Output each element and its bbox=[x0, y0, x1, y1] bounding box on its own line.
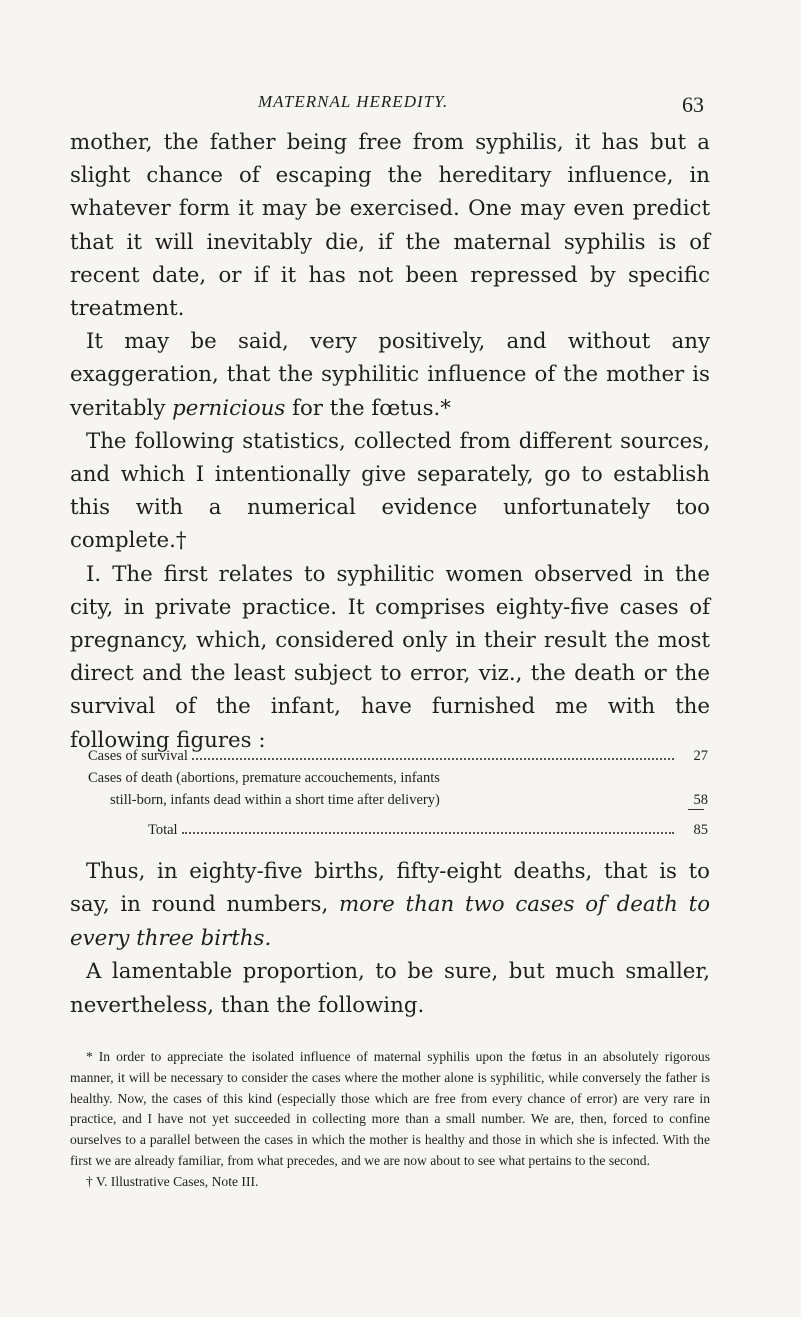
paragraph-2-text: It may be said, very positively, and without any exaggeration, that the syphilitic influence of the mother is veritably bbox=[70, 329, 710, 421]
stats-row-total bbox=[88, 819, 708, 841]
main-text bbox=[70, 126, 710, 757]
paragraph-4: I. The first relates to syphilitic women observed in the city, in private practice. It comprises eighty-five cases of pregnancy, which, considered only in their result the most direct and the least subject to error, viz., the death or the survival of the infant, have furnished me with the following figures : bbox=[70, 561, 710, 753]
paragraph-5 bbox=[70, 855, 710, 955]
stats-value: 85 bbox=[693, 822, 708, 838]
paragraph-5-text: Thus, in eighty-five births, fifty-eight deaths, that is to say, in round numbers, bbox=[70, 859, 710, 918]
paragraph-3: The following statistics, collected from different sources, and which I intentionally give separately, go to establish this with a numerical evidence unfortunately too complete.† bbox=[70, 428, 710, 554]
footnotes bbox=[70, 1047, 710, 1193]
leader-dots bbox=[182, 832, 674, 834]
paragraph-2-tail: for the fœtus.* bbox=[285, 395, 451, 421]
stats-label: Cases of death (abortions, premature accouchements, infants bbox=[88, 770, 440, 786]
paragraph-1: mother, the father being free from syphilis, it has but a slight chance of escaping the hereditary influence, in whatever form it may be exercised. One may even predict that it will inevitably die, if the maternal syphilis is of recent date, or if it has not been repressed by specific treatment. bbox=[70, 130, 710, 322]
emphasis-ratio: more than two cases of death to every three births. bbox=[70, 892, 711, 951]
running-head: MATERNAL HEREDITY. bbox=[258, 92, 449, 111]
footnote-2: † V. Illustrative Cases, Note III. bbox=[86, 1173, 259, 1189]
stats-value: 58 bbox=[693, 792, 708, 808]
stats-label: Cases of survival bbox=[88, 748, 188, 764]
footnote-1: * In order to appreciate the isolated influence of maternal syphilis upon the fœtus in an absolutely rigorous manner, it will be necessary to consider the cases where the mother alone is syphilitic, while conversely the father is healthy. Now, the cases of this kind (especially those which are free from every chance of error) are very rare in practice, and I have not yet succeeded in collecting more than a small number. We are, then, forced to confine ourselves to a parallel between the cases in which the mother is healthy and those in which she is infected. With the first we are already familiar, from what precedes, and we are now about to see what pertains to the second. bbox=[70, 1049, 710, 1168]
stats-row-survival bbox=[88, 745, 708, 767]
page-number: 63 bbox=[682, 92, 704, 117]
stats-row-death-b bbox=[88, 789, 708, 811]
stats-label: still-born, infants dead within a short time after delivery) bbox=[110, 792, 440, 808]
leader-dots bbox=[192, 758, 674, 760]
stats-label: Total bbox=[148, 822, 178, 838]
sum-rule bbox=[88, 811, 708, 815]
statistics-table bbox=[88, 745, 708, 841]
emphasis-pernicious: pernicious bbox=[172, 395, 286, 421]
main-text-continued bbox=[70, 855, 710, 1022]
stats-value: 27 bbox=[693, 748, 708, 764]
stats-row-death-a bbox=[88, 767, 708, 789]
paragraph-2 bbox=[70, 325, 710, 425]
paragraph-6: A lamentable proportion, to be sure, but much smaller, nevertheless, than the following. bbox=[70, 959, 710, 1018]
